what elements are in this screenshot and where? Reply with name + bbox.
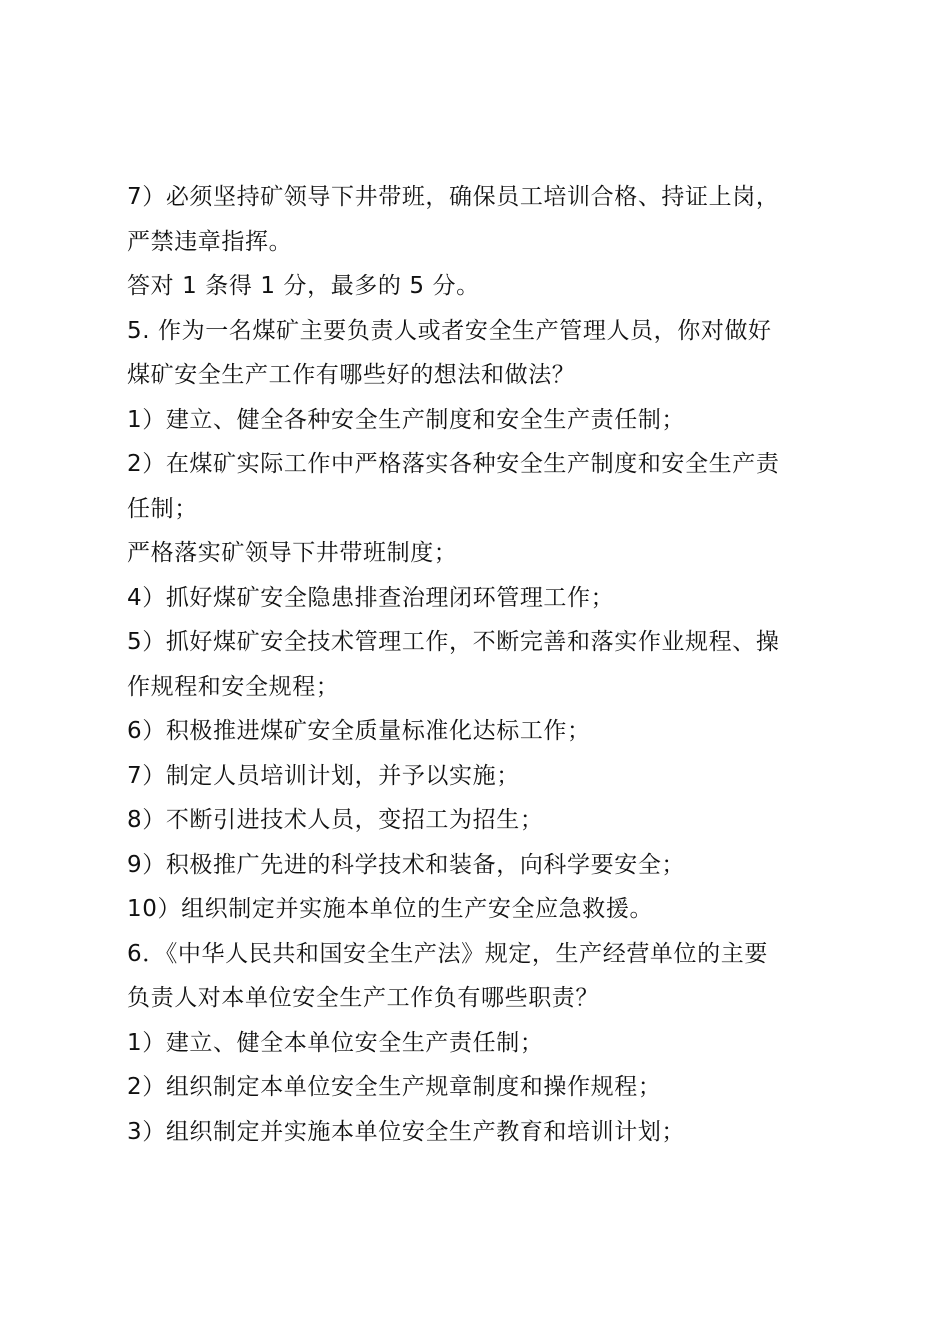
text-line: 4）抓好煤矿安全隐患排查治理闭环管理工作； [127,584,615,611]
text-line: 7）必须坚持矿领导下井带班，确保员工培训合格、持证上岗， [127,184,780,210]
question-heading: 5. 作为一名煤矿主要负责人或者安全生产管理人员，你对做好 [127,317,772,344]
document-body [127,175,847,1154]
text-line: 答对 1 条得 1 分，最多的 5 分。 [127,273,480,299]
text-line: 6）积极推进煤矿安全质量标准化达标工作； [127,718,591,744]
text-line: 5）抓好煤矿安全技术管理工作，不断完善和落实作业规程、操 [127,629,780,655]
text-line: 2）在煤矿实际工作中严格落实各种安全生产制度和安全生产责 [127,451,780,477]
text-line: 作规程和安全规程； [127,673,340,700]
question-heading: 6．《中华人民共和国安全生产法》规定，生产经营单位的主要 [127,940,768,967]
text-line: 9）积极推广先进的科学技术和装备，向科学要安全； [127,851,686,878]
text-line: 7）制定人员培训计划，并予以实施； [127,762,520,789]
text-line: 2）组织制定本单位安全生产规章制度和操作规程； [127,1074,662,1100]
text-line: 1）建立、健全本单位安全生产责任制； [127,1029,544,1056]
text-line: 8）不断引进技术人员，变招工为招生； [127,807,544,833]
question-heading: 煤矿安全生产工作有哪些好的想法和做法？ [127,362,576,388]
text-line: 1）建立、健全各种安全生产制度和安全生产责任制； [127,406,686,433]
text-line: 严格落实矿领导下井带班制度； [127,540,458,566]
text-line: 10）组织制定并实施本单位的生产安全应急救援。 [127,896,654,922]
text-line: 任制； [127,495,198,522]
text-line: 3）组织制定并实施本单位安全生产教育和培训计划； [127,1118,686,1145]
question-heading: 负责人对本单位安全生产工作负有哪些职责？ [127,985,599,1011]
text-line: 严禁违章指挥。 [127,228,293,255]
